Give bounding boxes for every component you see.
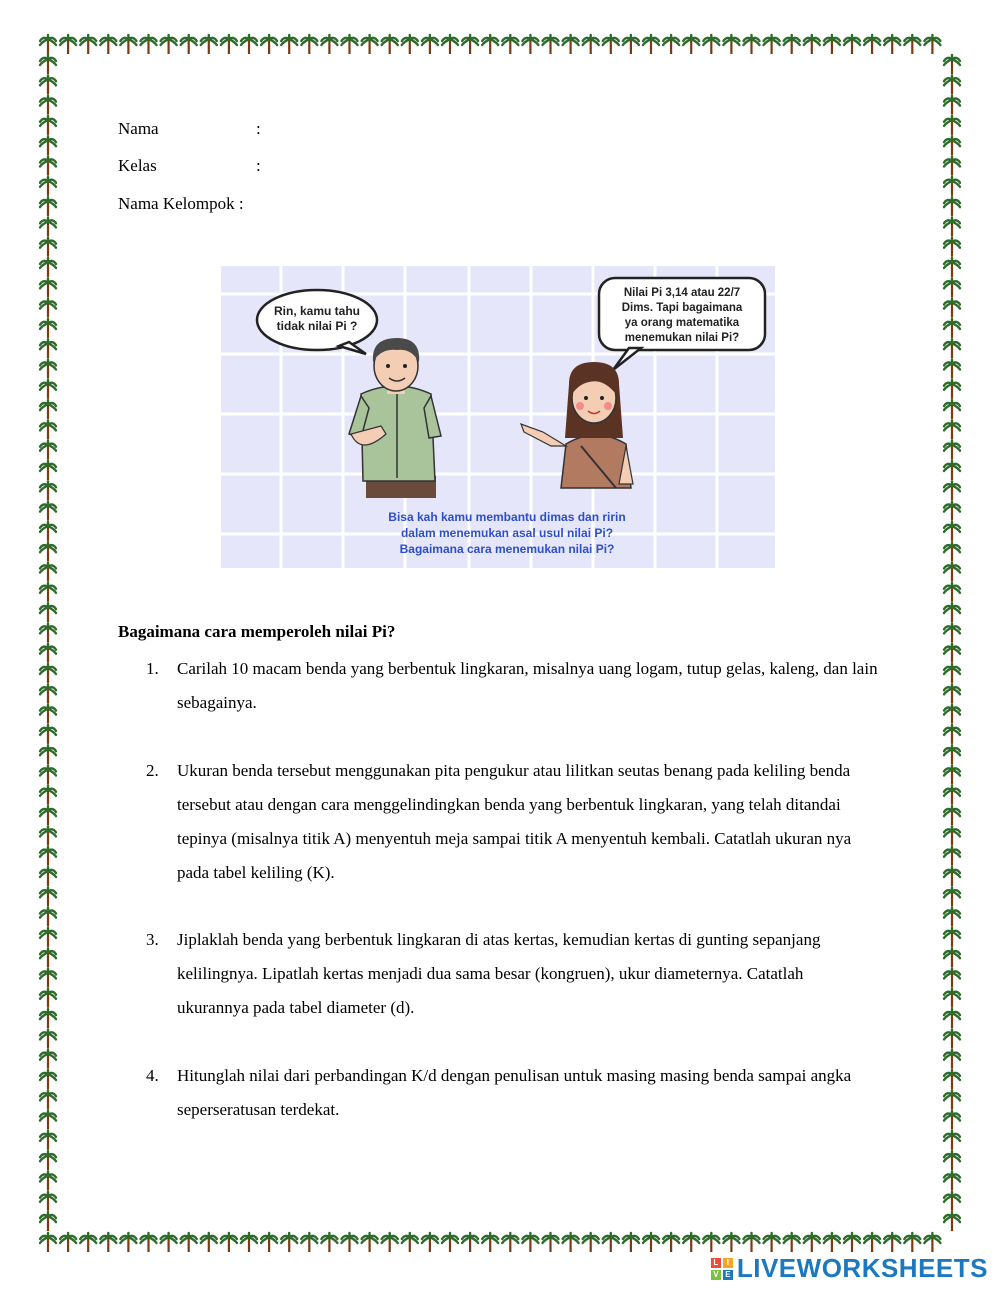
palm-tree-icon bbox=[40, 948, 56, 967]
step-item bbox=[118, 1059, 878, 1127]
palm-tree-icon bbox=[482, 1233, 498, 1252]
bubble-right-line-4: menemukan nilai Pi? bbox=[624, 332, 740, 344]
nama-field bbox=[118, 119, 261, 139]
nama-label: Nama bbox=[118, 119, 159, 138]
palm-tree-icon bbox=[804, 1233, 820, 1252]
palm-tree-icon bbox=[40, 238, 56, 257]
palm-tree-icon bbox=[342, 35, 358, 54]
palm-tree-icon bbox=[884, 35, 900, 54]
palm-tree-icon bbox=[944, 522, 960, 541]
palm-tree-icon bbox=[40, 583, 56, 602]
palm-tree-icon bbox=[844, 35, 860, 54]
palm-tree-icon bbox=[40, 603, 56, 622]
step-number: 1. bbox=[146, 659, 159, 678]
palm-tree-icon bbox=[904, 1233, 920, 1252]
palm-tree-icon bbox=[944, 908, 960, 927]
palm-tree-icon bbox=[944, 786, 960, 805]
palm-tree-icon bbox=[703, 35, 719, 54]
logo-letter: E bbox=[723, 1270, 733, 1280]
palm-tree-icon bbox=[161, 35, 177, 54]
palm-tree-icon bbox=[40, 522, 56, 541]
palm-tree-icon bbox=[40, 1029, 56, 1048]
palm-tree-icon bbox=[382, 35, 398, 54]
palm-tree-icon bbox=[944, 258, 960, 277]
palm-tree-icon bbox=[543, 1233, 559, 1252]
palm-tree-icon bbox=[944, 583, 960, 602]
palm-tree-icon bbox=[944, 684, 960, 703]
palm-tree-icon bbox=[944, 705, 960, 724]
palm-tree-icon bbox=[944, 1029, 960, 1048]
palm-tree-icon bbox=[944, 217, 960, 236]
palm-tree-icon bbox=[80, 35, 96, 54]
palm-tree-icon bbox=[40, 664, 56, 683]
palm-tree-icon bbox=[181, 1233, 197, 1252]
palm-tree-icon bbox=[944, 948, 960, 967]
palm-tree-icon bbox=[502, 1233, 518, 1252]
palm-tree-icon bbox=[40, 1192, 56, 1211]
palm-tree-icon bbox=[40, 1090, 56, 1109]
palm-tree-icon bbox=[824, 1233, 840, 1252]
palm-tree-icon bbox=[40, 684, 56, 703]
step-text: Hitunglah nilai dari perbandingan K/d dengan penulisan untuk masing masing benda sampai angka seperseratusan terdekat. bbox=[177, 1066, 852, 1119]
palm-tree-icon bbox=[683, 1233, 699, 1252]
palm-tree-icon bbox=[40, 1131, 56, 1150]
palm-tree-icon bbox=[60, 1233, 76, 1252]
palm-tree-icon bbox=[161, 1233, 177, 1252]
palm-tree-icon bbox=[764, 1233, 780, 1252]
kelompok-colon: : bbox=[238, 194, 244, 213]
palm-tree-icon bbox=[663, 1233, 679, 1252]
palm-tree-icon bbox=[40, 989, 56, 1008]
palm-tree-icon bbox=[904, 35, 920, 54]
palm-tree-icon bbox=[40, 319, 56, 338]
step-text: Carilah 10 macam benda yang berbentuk lingkaran, misalnya uang logam, tutup gelas, kaleng, dan lain sebagainya. bbox=[177, 659, 878, 712]
palm-tree-icon bbox=[944, 441, 960, 460]
palm-tree-icon bbox=[502, 35, 518, 54]
palm-tree-icon bbox=[944, 563, 960, 582]
palm-tree-icon bbox=[40, 75, 56, 94]
palm-tree-icon bbox=[944, 1070, 960, 1089]
palm-tree-icon bbox=[40, 55, 56, 74]
palm-tree-icon bbox=[301, 35, 317, 54]
palm-tree-icon bbox=[40, 826, 56, 845]
palm-tree-icon bbox=[40, 1212, 56, 1231]
palm-tree-icon bbox=[944, 887, 960, 906]
palm-tree-icon bbox=[583, 35, 599, 54]
palm-tree-icon bbox=[442, 35, 458, 54]
bubble-right-line-2: Dims. Tapi bagaimana bbox=[621, 302, 743, 314]
palm-tree-icon bbox=[40, 1009, 56, 1028]
palm-tree-icon bbox=[864, 1233, 880, 1252]
liveworksheets-logo bbox=[711, 1253, 988, 1284]
palm-tree-icon bbox=[944, 278, 960, 297]
palm-tree-icon bbox=[40, 1111, 56, 1130]
palm-tree-icon bbox=[944, 75, 960, 94]
palm-tree-icon bbox=[784, 1233, 800, 1252]
palm-tree-icon bbox=[362, 1233, 378, 1252]
section-heading: Bagaimana cara memperoleh nilai Pi? bbox=[118, 622, 396, 641]
palm-tree-icon bbox=[241, 1233, 257, 1252]
palm-tree-icon bbox=[944, 177, 960, 196]
palm-tree-icon bbox=[40, 217, 56, 236]
palm-tree-icon bbox=[40, 116, 56, 135]
step-item bbox=[118, 754, 878, 890]
palm-tree-icon bbox=[60, 35, 76, 54]
palm-tree-icon bbox=[944, 989, 960, 1008]
palm-tree-icon bbox=[40, 542, 56, 561]
palm-tree-icon bbox=[603, 35, 619, 54]
palm-tree-icon bbox=[944, 623, 960, 642]
palm-tree-icon bbox=[563, 1233, 579, 1252]
palm-tree-icon bbox=[40, 96, 56, 115]
step-item bbox=[118, 652, 878, 720]
palm-tree-icon bbox=[944, 1050, 960, 1069]
palm-tree-icon bbox=[40, 887, 56, 906]
palm-tree-icon bbox=[623, 1233, 639, 1252]
palm-tree-icon bbox=[944, 502, 960, 521]
palm-tree-icon bbox=[40, 136, 56, 155]
pi-conversation-illustration bbox=[221, 266, 775, 568]
palm-tree-icon bbox=[663, 35, 679, 54]
palm-tree-icon bbox=[40, 197, 56, 216]
palm-tree-icon bbox=[40, 725, 56, 744]
logo-letter: L bbox=[711, 1258, 721, 1268]
palm-tree-icon bbox=[944, 420, 960, 439]
palm-tree-icon bbox=[944, 1111, 960, 1130]
palm-tree-icon bbox=[944, 55, 960, 74]
palm-tree-icon bbox=[40, 847, 56, 866]
palm-tree-icon bbox=[744, 1233, 760, 1252]
palm-tree-icon bbox=[623, 35, 639, 54]
palm-tree-icon bbox=[522, 1233, 538, 1252]
palm-tree-icon bbox=[824, 35, 840, 54]
palm-tree-icon bbox=[120, 35, 136, 54]
palm-tree-icon bbox=[462, 35, 478, 54]
palm-tree-icon bbox=[944, 1172, 960, 1191]
palm-tree-icon bbox=[944, 847, 960, 866]
palm-tree-icon bbox=[40, 157, 56, 176]
palm-tree-icon bbox=[764, 35, 780, 54]
palm-tree-icon bbox=[120, 1233, 136, 1252]
palm-tree-icon bbox=[884, 1233, 900, 1252]
palm-tree-icon bbox=[40, 35, 56, 54]
nama-colon: : bbox=[256, 119, 261, 138]
palm-tree-icon bbox=[201, 1233, 217, 1252]
step-number: 4. bbox=[146, 1066, 159, 1085]
palm-tree-icon bbox=[944, 299, 960, 318]
palm-tree-icon bbox=[402, 1233, 418, 1252]
caption-line-1: Bisa kah kamu membantu dimas dan ririn bbox=[388, 510, 626, 524]
palm-tree-icon bbox=[944, 461, 960, 480]
kelas-label: Kelas bbox=[118, 156, 157, 175]
logo-text: LIVEWORKSHEETS bbox=[736, 1253, 988, 1283]
palm-tree-icon bbox=[261, 1233, 277, 1252]
kelompok-label: Nama Kelompok bbox=[118, 194, 235, 213]
palm-tree-icon bbox=[944, 116, 960, 135]
palm-tree-icon bbox=[40, 481, 56, 500]
palm-tree-icon bbox=[944, 339, 960, 358]
palm-tree-icon bbox=[40, 420, 56, 439]
palm-tree-icon bbox=[944, 1192, 960, 1211]
palm-tree-icon bbox=[40, 1233, 56, 1252]
palm-tree-icon bbox=[40, 1151, 56, 1170]
palm-tree-icon bbox=[944, 96, 960, 115]
palm-tree-icon bbox=[944, 664, 960, 683]
palm-tree-icon bbox=[944, 400, 960, 419]
palm-tree-icon bbox=[744, 35, 760, 54]
palm-tree-icon bbox=[40, 177, 56, 196]
palm-tree-icon bbox=[462, 1233, 478, 1252]
bubble-right-line-1: Nilai Pi 3,14 atau 22/7 bbox=[623, 287, 741, 299]
palm-tree-icon bbox=[402, 35, 418, 54]
step-text: Jiplaklah benda yang berbentuk lingkaran di atas kertas, kemudian kertas di gunting sepanjang kelilingnya. Lipatlah kertas menjadi dua sama besar (kongruen), ukur diameternya. Catatlah ukurannya pada tabel diameter (d). bbox=[177, 930, 821, 1017]
palm-tree-icon bbox=[864, 35, 880, 54]
logo-letter: I bbox=[723, 1258, 733, 1268]
palm-tree-icon bbox=[944, 1151, 960, 1170]
palm-tree-icon bbox=[944, 745, 960, 764]
palm-tree-icon bbox=[683, 35, 699, 54]
palm-tree-icon bbox=[100, 1233, 116, 1252]
palm-tree-icon bbox=[804, 35, 820, 54]
palm-tree-icon bbox=[321, 1233, 337, 1252]
palm-tree-icon bbox=[362, 35, 378, 54]
caption-line-2: dalam menemukan asal usul nilai Pi? bbox=[400, 526, 614, 540]
step-item bbox=[118, 923, 878, 1025]
palm-tree-icon bbox=[944, 360, 960, 379]
kelompok-field bbox=[118, 194, 244, 214]
palm-tree-icon bbox=[40, 339, 56, 358]
palm-tree-icon bbox=[40, 969, 56, 988]
palm-tree-icon bbox=[723, 35, 739, 54]
palm-tree-icon bbox=[944, 644, 960, 663]
palm-tree-icon bbox=[944, 826, 960, 845]
palm-tree-icon bbox=[221, 1233, 237, 1252]
palm-tree-icon bbox=[40, 806, 56, 825]
palm-tree-icon bbox=[40, 786, 56, 805]
palm-tree-icon bbox=[944, 238, 960, 257]
palm-tree-icon bbox=[643, 1233, 659, 1252]
palm-tree-icon bbox=[40, 360, 56, 379]
palm-tree-icon bbox=[944, 725, 960, 744]
palm-tree-icon bbox=[40, 563, 56, 582]
kelas-field bbox=[118, 156, 261, 176]
palm-tree-icon bbox=[40, 1070, 56, 1089]
palm-tree-icon bbox=[40, 623, 56, 642]
palm-tree-icon bbox=[944, 766, 960, 785]
palm-tree-icon bbox=[141, 1233, 157, 1252]
palm-tree-icon bbox=[944, 867, 960, 886]
palm-tree-icon bbox=[342, 1233, 358, 1252]
palm-tree-icon bbox=[944, 1009, 960, 1028]
palm-tree-icon bbox=[221, 35, 237, 54]
palm-tree-icon bbox=[40, 867, 56, 886]
palm-tree-icon bbox=[543, 35, 559, 54]
palm-tree-icon bbox=[522, 35, 538, 54]
palm-tree-icon bbox=[944, 1131, 960, 1150]
bubble-right-line-3: ya orang matematika bbox=[624, 317, 740, 329]
step-number: 3. bbox=[146, 930, 159, 949]
palm-tree-icon bbox=[583, 1233, 599, 1252]
palm-tree-icon bbox=[40, 766, 56, 785]
palm-tree-icon bbox=[40, 502, 56, 521]
palm-tree-icon bbox=[422, 35, 438, 54]
palm-tree-icon bbox=[40, 299, 56, 318]
palm-tree-icon bbox=[944, 157, 960, 176]
palm-tree-icon bbox=[40, 461, 56, 480]
palm-tree-icon bbox=[944, 319, 960, 338]
palm-tree-icon bbox=[944, 603, 960, 622]
palm-tree-icon bbox=[844, 1233, 860, 1252]
palm-tree-icon bbox=[422, 1233, 438, 1252]
palm-tree-icon bbox=[201, 35, 217, 54]
palm-tree-icon bbox=[241, 35, 257, 54]
palm-tree-icon bbox=[40, 908, 56, 927]
palm-tree-icon bbox=[944, 1212, 960, 1231]
palm-tree-icon bbox=[703, 1233, 719, 1252]
palm-tree-icon bbox=[442, 1233, 458, 1252]
palm-tree-icon bbox=[40, 278, 56, 297]
palm-tree-icon bbox=[382, 1233, 398, 1252]
palm-tree-icon bbox=[40, 441, 56, 460]
caption-line-3: Bagaimana cara menemukan nilai Pi? bbox=[399, 542, 615, 556]
step-text: Ukuran benda tersebut menggunakan pita pengukur atau lilitkan seutas benang pada keliling benda tersebut atau dengan cara menggelindingkan benda yang berbentuk lingkaran, yang telah ditandai tepinya (misalnya titik A) menyentuh meja sampai titik A menyentuh kembali. Catatlah ukuran nya pada tabel keliling (K). bbox=[177, 761, 852, 882]
palm-tree-icon bbox=[281, 35, 297, 54]
palm-tree-icon bbox=[281, 1233, 297, 1252]
palm-tree-icon bbox=[321, 35, 337, 54]
palm-tree-icon bbox=[944, 542, 960, 561]
palm-tree-icon bbox=[944, 969, 960, 988]
palm-tree-icon bbox=[40, 644, 56, 663]
palm-tree-icon bbox=[563, 35, 579, 54]
palm-tree-icon bbox=[40, 928, 56, 947]
logo-mark-icon bbox=[711, 1258, 733, 1280]
palm-tree-icon bbox=[40, 380, 56, 399]
palm-tree-icon bbox=[643, 35, 659, 54]
palm-tree-icon bbox=[40, 1050, 56, 1069]
palm-tree-icon bbox=[944, 136, 960, 155]
palm-tree-icon bbox=[944, 380, 960, 399]
bubble-left-line-2: tidak nilai Pi ? bbox=[276, 319, 358, 333]
palm-tree-icon bbox=[603, 1233, 619, 1252]
kelas-colon: : bbox=[256, 156, 261, 175]
palm-tree-icon bbox=[944, 806, 960, 825]
palm-tree-icon bbox=[924, 35, 940, 54]
palm-tree-icon bbox=[80, 1233, 96, 1252]
palm-tree-icon bbox=[944, 197, 960, 216]
palm-tree-icon bbox=[301, 1233, 317, 1252]
palm-tree-icon bbox=[40, 1172, 56, 1191]
palm-tree-icon bbox=[40, 705, 56, 724]
palm-tree-icon bbox=[40, 745, 56, 764]
palm-tree-icon bbox=[100, 35, 116, 54]
palm-tree-icon bbox=[944, 481, 960, 500]
palm-tree-icon bbox=[181, 35, 197, 54]
logo-letter: V bbox=[711, 1270, 721, 1280]
palm-tree-icon bbox=[40, 258, 56, 277]
palm-tree-icon bbox=[944, 928, 960, 947]
palm-tree-icon bbox=[723, 1233, 739, 1252]
palm-tree-icon bbox=[141, 35, 157, 54]
palm-tree-icon bbox=[944, 1090, 960, 1109]
bubble-left-line-1: Rin, kamu tahu bbox=[273, 304, 361, 318]
palm-tree-icon bbox=[924, 1233, 940, 1252]
step-number: 2. bbox=[146, 761, 159, 780]
palm-tree-icon bbox=[482, 35, 498, 54]
palm-tree-icon bbox=[784, 35, 800, 54]
palm-tree-icon bbox=[261, 35, 277, 54]
palm-tree-icon bbox=[40, 400, 56, 419]
